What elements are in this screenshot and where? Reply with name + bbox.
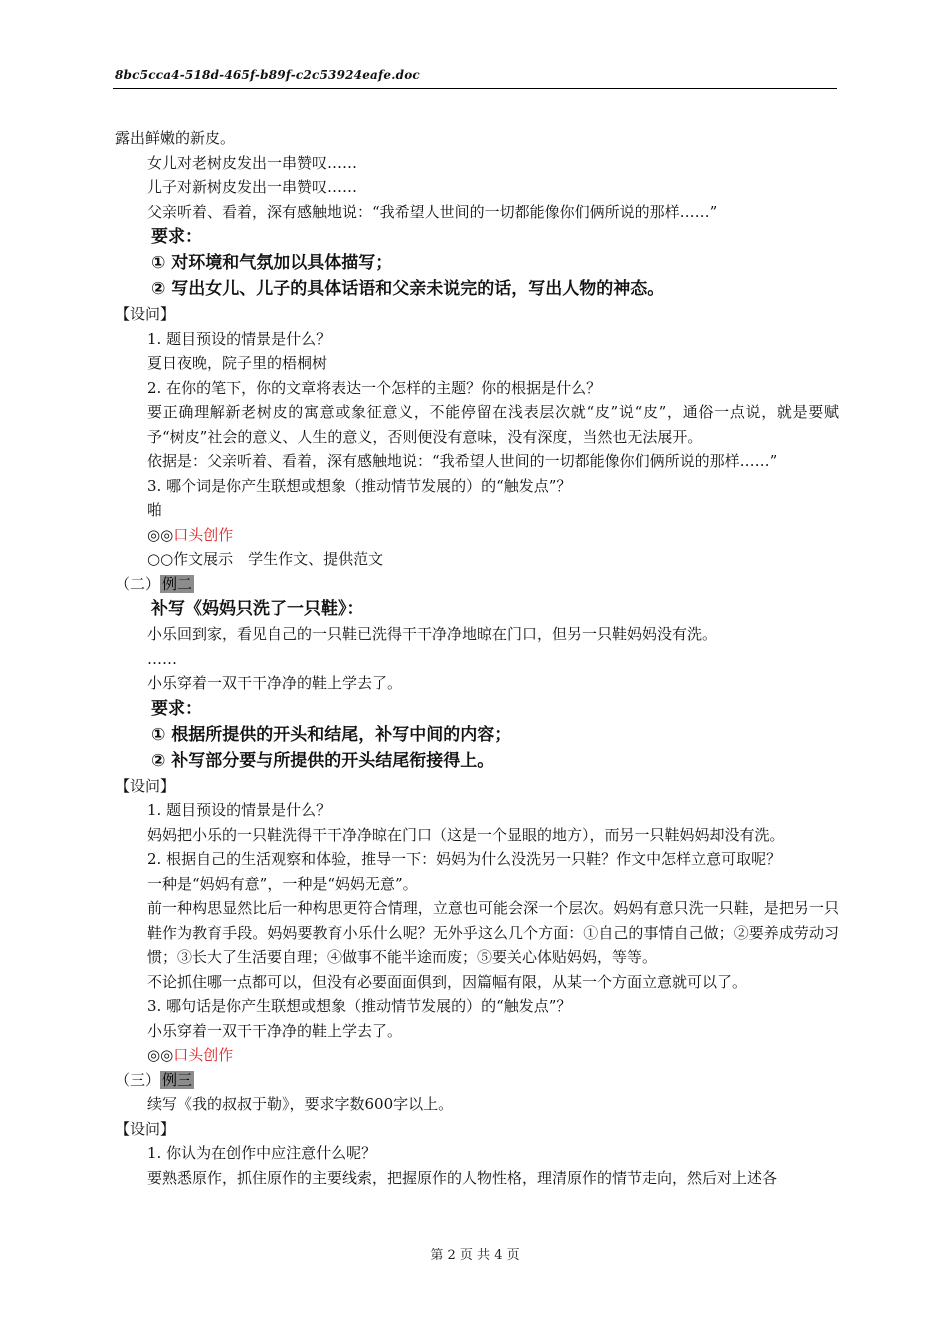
oral-creation-line bbox=[115, 1043, 839, 1068]
requirement-item: ② 写出女儿、儿子的具体话语和父亲未说完的话，写出人物的神态。 bbox=[151, 279, 665, 299]
requirement-heading: 要求： bbox=[151, 698, 202, 719]
oral-creation-label: 口头创作 bbox=[173, 525, 234, 544]
paragraph: 依据是：父亲听着、看着，深有感触地说：“我希望人世间的一切都能像你们俩所说的那样……” bbox=[147, 452, 778, 470]
paragraph: 要正确理解新老树皮的寓意或象征意义，不能停留在浅表层次就“皮”说“皮”，通俗一点说，就是要赋予“树皮”社会的意义、人生的意义，否则便没有意味，没有深度，当然也无法展开。 bbox=[147, 403, 839, 446]
requirement-item: ① 根据所提供的开头和结尾，补写中间的内容； bbox=[151, 724, 512, 745]
answer: 小乐穿着一双干干净净的鞋上学去了。 bbox=[147, 1021, 403, 1040]
section-label: 【设问】 bbox=[115, 1119, 176, 1138]
requirement-item: ② 补写部分要与所提供的开头结尾衔接得上。 bbox=[151, 750, 495, 771]
paragraph: 小乐回到家，看见自己的一只鞋已洗得干干净净地晾在门口，但另一只鞋妈妈没有洗。 bbox=[147, 625, 718, 643]
example-tag: 例三 bbox=[162, 1070, 193, 1089]
document-body bbox=[115, 126, 839, 1190]
document-filename: 8bc5cca4-518d-465f-b89f-c2c53924eafe.doc bbox=[115, 68, 420, 82]
header-rule bbox=[113, 88, 837, 89]
question: 1. 你认为在创作中应注意什么呢？ bbox=[147, 1144, 377, 1162]
question: 1. 题目预设的情景是什么？ bbox=[147, 329, 332, 348]
oral-creation-line bbox=[115, 523, 839, 548]
paragraph: ○○作文展示 学生作文、提供范文 bbox=[147, 550, 384, 568]
question: 3. 哪句话是你产生联想或想象（推动情节发展的）的“触发点”？ bbox=[147, 997, 572, 1015]
paragraph: 儿子对新树皮发出一串赞叹…… bbox=[147, 178, 358, 196]
double-circle-mark: ◎◎ bbox=[147, 525, 174, 544]
double-circle-mark: ◎◎ bbox=[147, 1046, 174, 1064]
answer: 一种是“妈妈有意”，一种是“妈妈无意”。 bbox=[147, 874, 418, 893]
question: 2. 在你的笔下，你的文章将表达一个怎样的主题？你的根据是什么？ bbox=[147, 378, 602, 397]
requirement-item: ① 对环境和气氛加以具体描写； bbox=[151, 253, 393, 273]
paragraph: 续写《我的叔叔于勒》，要求字数600字以上。 bbox=[147, 1095, 454, 1113]
question: 2. 根据自己的生活观察和体验，推导一下：妈妈为什么没洗另一只鞋？作文中怎样立意可取呢？ bbox=[147, 850, 782, 868]
example-number: （三） bbox=[115, 1070, 161, 1089]
section-label: 【设问】 bbox=[115, 776, 176, 795]
paragraph: 父亲听着、看着，深有感触地说：“我希望人世间的一切都能像你们俩所说的那样……” bbox=[147, 202, 718, 221]
paragraph: 不论抓住哪一点都可以，但没有必要面面俱到，因篇幅有限，从某一个方面立意就可以了。 bbox=[147, 972, 748, 991]
paragraph: 前一种构思显然比后一种构思更符合情理，立意也可能会深一个层次。妈妈有意只洗一只鞋，是把另一只鞋作为教育手段。妈妈要教育小乐什么呢？无外乎这么几个方面：①自己的事情自己做；②要养成劳动习惯；③长大了生活要自理；④做事不能半途而废；⑤要关心体贴妈妈，等等。 bbox=[147, 899, 839, 966]
answer: 夏日夜晚，院子里的梧桐树 bbox=[147, 354, 328, 372]
paragraph: 女儿对老树皮发出一串赞叹…… bbox=[147, 153, 358, 172]
paragraph: 要熟悉原作，抓住原作的主要线索，把握原作的人物性格，理清原作的情节走向，然后对上述各 bbox=[147, 1168, 778, 1187]
paragraph: 露出鲜嫩的新皮。 bbox=[115, 129, 236, 147]
paragraph: …… bbox=[147, 649, 177, 668]
section-label: 【设问】 bbox=[115, 305, 176, 323]
example-heading bbox=[115, 572, 839, 597]
example-number: （二） bbox=[115, 574, 161, 593]
task-title: 补写《妈妈只洗了一只鞋》： bbox=[151, 599, 364, 619]
page-footer: 第 2 页 共 4 页 bbox=[430, 1248, 520, 1263]
paragraph: 小乐穿着一双干干净净的鞋上学去了。 bbox=[147, 674, 403, 692]
answer: 啪 bbox=[147, 501, 163, 519]
question: 3. 哪个词是你产生联想或想象（推动情节发展的）的“触发点”？ bbox=[147, 476, 572, 495]
question: 1. 题目预设的情景是什么？ bbox=[147, 801, 332, 819]
example-heading bbox=[115, 1068, 839, 1093]
answer: 妈妈把小乐的一只鞋洗得干干净净晾在门口（这是一个显眼的地方），而另一只鞋妈妈却没有洗。 bbox=[147, 825, 785, 844]
requirement-heading: 要求： bbox=[151, 227, 202, 247]
oral-creation-label: 口头创作 bbox=[173, 1046, 234, 1064]
example-tag: 例二 bbox=[162, 574, 193, 593]
